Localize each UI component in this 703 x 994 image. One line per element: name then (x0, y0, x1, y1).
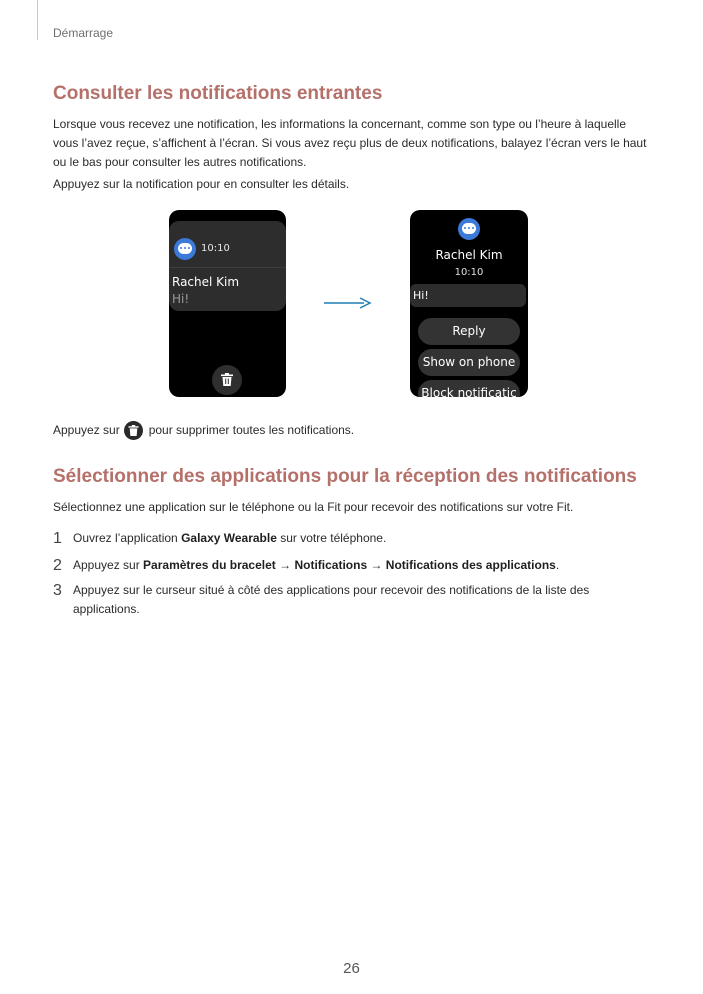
block-notifications-button[interactable]: Block notificatic (418, 380, 520, 397)
watch-screen-notification-list (169, 210, 286, 397)
sender-name: Rachel Kim (172, 275, 240, 289)
paragraph-delete-all (53, 421, 354, 440)
notification-message: Hi! (413, 289, 429, 302)
step-number: 3 (53, 582, 62, 599)
header-divider (37, 0, 38, 40)
watch-screen-notification-detail (410, 210, 528, 397)
heading-consulter-notifications: Consulter les notifications entrantes (53, 83, 383, 104)
delete-instruction-after: pour supprimer toutes les notifications. (148, 423, 355, 437)
step-2 (53, 556, 633, 575)
step-text: Ouvrez l’application Galaxy Wearable sur votre téléphone. (73, 531, 387, 545)
delete-instruction-before: Appuyez sur (53, 423, 120, 437)
sender-name: Rachel Kim (435, 248, 503, 262)
card-divider (169, 267, 286, 268)
trash-icon (124, 421, 143, 440)
notification-message: Hi! (172, 292, 190, 306)
step-number: 2 (53, 557, 62, 574)
section-header: Démarrage (53, 26, 114, 40)
step-3 (53, 581, 633, 619)
step-number: 1 (53, 530, 62, 547)
step-text: Appuyez sur le curseur situé à côté des applications pour recevoir des notifications de la liste des applications. (73, 583, 590, 616)
heading-select-apps: Sélectionner des applications pour la réception des notifications (53, 466, 637, 487)
show-on-phone-button[interactable]: Show on phone (418, 349, 520, 376)
notification-time: 10:10 (454, 267, 484, 278)
page-number: 26 (343, 960, 360, 977)
paragraph-select-apps-intro: Sélectionnez une application sur le téléphone ou la Fit pour recevoir des notifications sur votre Fit. (53, 500, 574, 514)
message-bubble (410, 284, 526, 307)
paragraph-notification-info: Lorsque vous recevez une notification, les informations la concernant, comme son type ou l’heure à laquelle vous l’avez reçue, s’affichent à l’écran. Si vous avez reçu plus de deux notifications, balayez l’écran vers le haut ou le bas pour consulter les autres notifications. (53, 117, 647, 169)
reply-button[interactable]: Reply (418, 318, 520, 345)
notification-time: 10:10 (201, 243, 230, 254)
paragraph-tap-notification: Appuyez sur la notification pour en consulter les détails. (53, 177, 350, 191)
notification-card[interactable] (169, 221, 286, 311)
trash-icon (221, 373, 233, 386)
message-app-icon (458, 218, 480, 240)
arrow-right-icon (324, 296, 372, 310)
delete-all-button[interactable] (212, 365, 242, 395)
message-app-icon (174, 238, 196, 260)
step-text: Appuyez sur Paramètres du bracelet → Notifications → Notifications des applications. (73, 558, 560, 572)
step-1 (53, 529, 633, 548)
